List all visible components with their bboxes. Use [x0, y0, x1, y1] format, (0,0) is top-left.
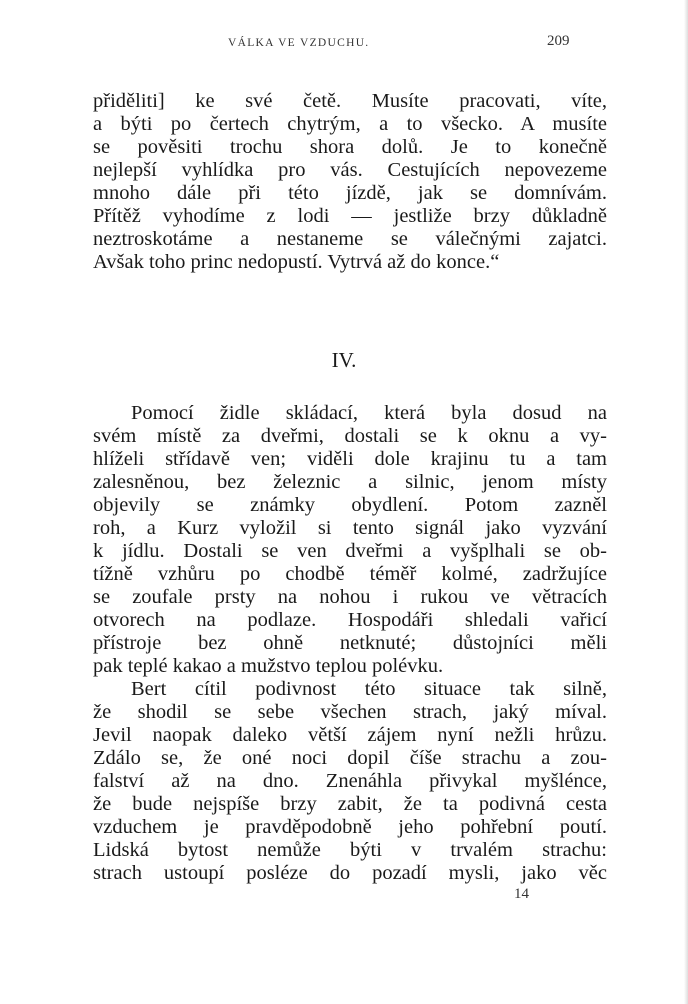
text-line: neztroskotáme a nestaneme se válečnými zajatci. — [93, 228, 607, 250]
text-line: pak teplé kakao a mužstvo teplou polévku. — [93, 655, 444, 677]
page-edge-shadow — [684, 0, 688, 1004]
chapter-heading: IV. — [331, 348, 357, 372]
text-line: zalesněnou, bez železnic a silnic, jenom místy — [93, 471, 607, 493]
text-line: roh, a Kurz vyložil si tento signál jako vyzvání — [93, 517, 607, 539]
text-line: Přítěž vyhodíme z lodi — jestliže brzy důkladně — [93, 205, 607, 227]
text-line: svém místě za dveřmi, dostali se k oknu a vy- — [93, 425, 607, 447]
text-line: k jídlu. Dostali se ven dveřmi a vyšplhali se ob- — [93, 540, 607, 562]
text-line: že bude nejspíše brzy zabit, že ta podivná cesta — [93, 793, 607, 815]
text-line: přiděliti] ke své četě. Musíte pracovati, víte, — [93, 90, 607, 112]
text-line: strach ustoupí posléze do pozadí mysli, jako věc — [93, 862, 607, 884]
text-line: hlíželi střídavě ven; viděli dole krajinu tu a tam — [93, 448, 607, 470]
text-line: mnoho dále při této jízdě, jak se domnívám. — [93, 182, 607, 204]
text-line: se pověsiti trochu shora dolů. Je to konečně — [93, 136, 607, 158]
text-line: falství až na dno. Znenáhla přivykal myšlénce, — [93, 770, 607, 792]
text-line: Jevil naopak daleko větší zájem nyní nežli hrůzu. — [93, 724, 607, 746]
running-title: VÁLKA VE VZDUCHU. — [228, 37, 370, 49]
text-line: přístroje bez ohně netknuté; důstojníci měli — [93, 632, 607, 654]
text-line: tížně vzhůru po chodbě téměř kolmé, zadržujíce — [93, 563, 607, 585]
text-line: Avšak toho princ nedopustí. Vytrvá až do konce.“ — [93, 251, 500, 273]
page-number: 209 — [547, 33, 570, 49]
text-line: Lidská bytost nemůže býti v trvalém strachu: — [93, 839, 607, 861]
text-line: otvorech na podlaze. Hospodáři shledali vařicí — [93, 609, 607, 631]
text-line: že shodil se sebe všechen strach, jaký míval. — [93, 701, 607, 723]
text-line: objevily se známky obydlení. Potom zazněl — [93, 494, 607, 516]
text-line: se zoufale prsty na nohou i rukou ve větracích — [93, 586, 607, 608]
chapter-text — [93, 402, 607, 885]
text-line: vzduchem je pravděpodobně jeho pohřební poutí. — [93, 816, 607, 838]
text-line: a býti po čertech chytrým, a to všecko. A musíte — [93, 113, 607, 135]
paragraph-continuation — [93, 90, 607, 274]
text-line: Bert cítil podivnost této situace tak silně, — [131, 678, 607, 700]
text-line: Pomocí židle skládací, která byla dosud na — [131, 402, 607, 424]
text-line: Zdálo se, že oné noci dopil číše strachu a zou- — [93, 747, 607, 769]
text-line: nejlepší vyhlídka pro vás. Cestujících nepovezeme — [93, 159, 607, 181]
signature-mark: 14 — [514, 886, 529, 902]
